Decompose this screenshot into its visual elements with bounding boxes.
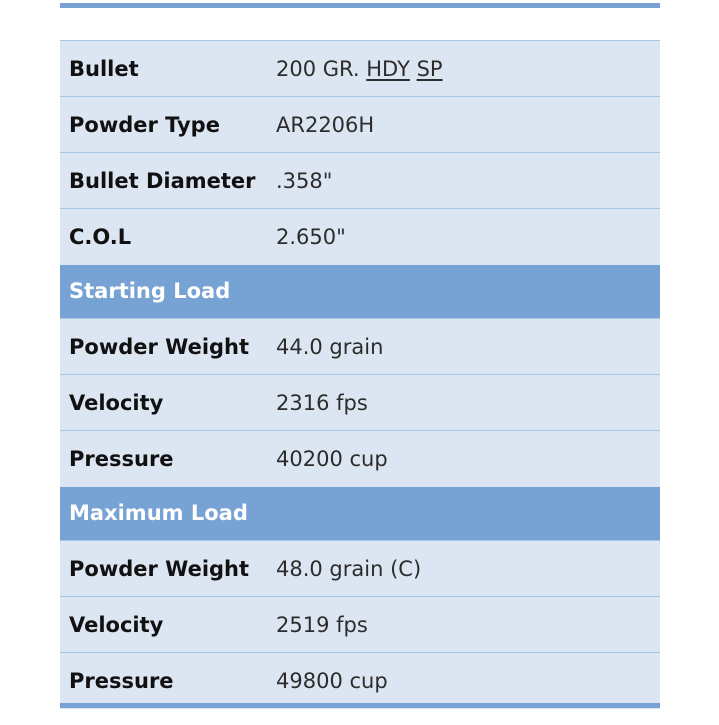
row-value: 44.0 grain bbox=[276, 319, 660, 375]
row-label: Velocity bbox=[60, 375, 276, 431]
row-label: Velocity bbox=[60, 597, 276, 653]
table-row-col bbox=[60, 209, 660, 265]
row-value: 2519 fps bbox=[276, 597, 660, 653]
table-row-starting-velocity bbox=[60, 375, 660, 431]
row-label: Powder Type bbox=[60, 97, 276, 153]
row-value: 49800 cup bbox=[276, 653, 660, 709]
load-data-table bbox=[60, 40, 660, 709]
section-header-starting-load bbox=[60, 265, 660, 319]
bullet-weight-text: 200 GR. bbox=[276, 56, 360, 81]
row-value: 2.650" bbox=[276, 209, 660, 265]
row-value: .358" bbox=[276, 153, 660, 209]
row-label: C.O.L bbox=[60, 209, 276, 265]
section-title: Starting Load bbox=[60, 265, 660, 319]
row-label: Powder Weight bbox=[60, 319, 276, 375]
row-label: Bullet Diameter bbox=[60, 153, 276, 209]
row-value bbox=[276, 41, 660, 97]
table-row-maximum-pressure bbox=[60, 653, 660, 709]
table-row-maximum-powder-weight bbox=[60, 541, 660, 597]
row-label: Powder Weight bbox=[60, 541, 276, 597]
row-label: Pressure bbox=[60, 653, 276, 709]
table-row-bullet-diameter bbox=[60, 153, 660, 209]
row-label: Bullet bbox=[60, 41, 276, 97]
table-row-bullet bbox=[60, 41, 660, 97]
row-value: 40200 cup bbox=[276, 431, 660, 487]
row-value: 48.0 grain (C) bbox=[276, 541, 660, 597]
table-row-maximum-velocity bbox=[60, 597, 660, 653]
table-row-starting-pressure bbox=[60, 431, 660, 487]
row-label: Pressure bbox=[60, 431, 276, 487]
section-title: Maximum Load bbox=[60, 487, 660, 541]
row-value: AR2206H bbox=[276, 97, 660, 153]
bottom-divider bbox=[60, 703, 660, 708]
bullet-type-link[interactable]: SP bbox=[416, 56, 443, 81]
table-row-powder-type bbox=[60, 97, 660, 153]
top-divider bbox=[60, 3, 660, 8]
bullet-maker-link[interactable]: HDY bbox=[366, 56, 410, 81]
section-header-maximum-load bbox=[60, 487, 660, 541]
table-row-starting-powder-weight bbox=[60, 319, 660, 375]
row-value: 2316 fps bbox=[276, 375, 660, 431]
